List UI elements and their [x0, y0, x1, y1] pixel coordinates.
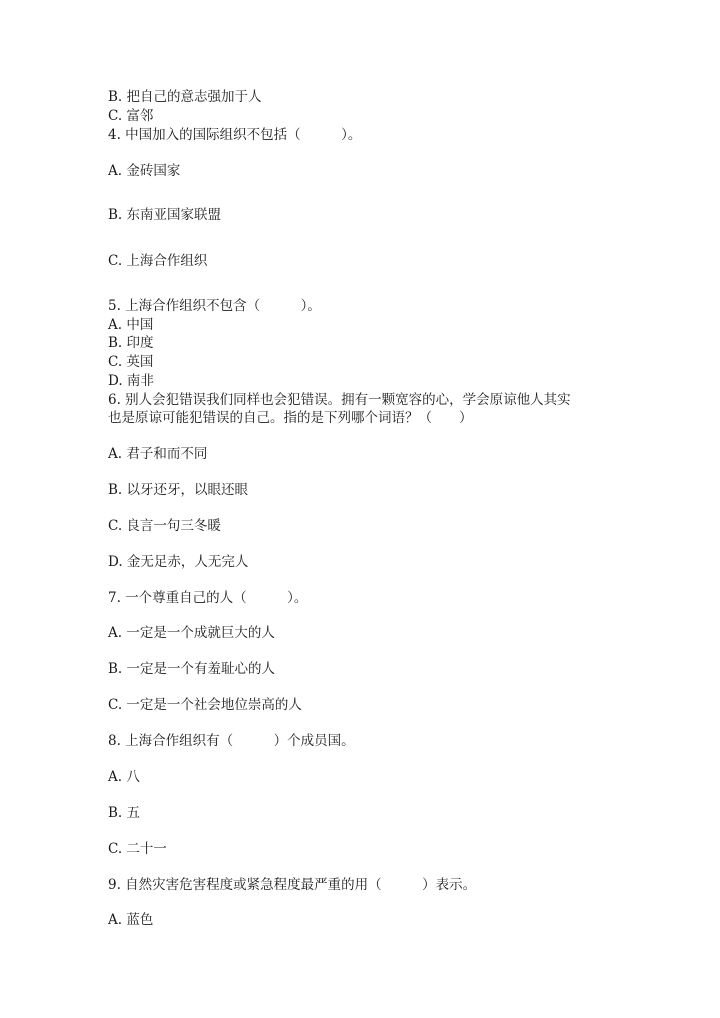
option-a-q8: A. 八 — [108, 769, 140, 785]
option-b-q5: B. 印度 — [108, 335, 154, 351]
option-c-q5: C. 英国 — [108, 354, 154, 370]
option-b-q7: B. 一定是一个有羞耻心的人 — [108, 661, 276, 677]
option-c-q4: C. 上海合作组织 — [108, 253, 208, 269]
option-b-q4: B. 东南亚国家联盟 — [108, 207, 222, 223]
question-5: 5. 上海合作组织不包含（ ）。 — [108, 298, 321, 314]
option-c-q6: C. 良言一句三冬暖 — [108, 518, 221, 534]
option-a-q7: A. 一定是一个成就巨大的人 — [108, 625, 275, 641]
question-6-line-2: 也是原谅可能犯错误的自己。指的是下列哪个词语？（ ） — [108, 410, 473, 426]
question-6-line-1: 6. 别人会犯错误我们同样也会犯错误。拥有一颗宽容的心，学会原谅他人其实 — [108, 392, 571, 408]
option-b-q8: B. 五 — [108, 805, 141, 821]
option-a-q6: A. 君子和而不同 — [108, 446, 208, 462]
option-a-q9: A. 蓝色 — [108, 912, 154, 928]
question-8: 8. 上海合作组织有（ ）个成员国。 — [108, 733, 355, 749]
option-a-q5: A. 中国 — [108, 317, 154, 333]
option-b-q3: B. 把自己的意志强加于人 — [108, 89, 262, 105]
option-c-q8: C. 二十一 — [108, 841, 167, 857]
option-c-q7: C. 一定是一个社会地位崇高的人 — [108, 697, 302, 713]
option-b-q6: B. 以牙还牙，以眼还眼 — [108, 482, 249, 498]
question-4: 4. 中国加入的国际组织不包括（ ）。 — [108, 127, 362, 143]
question-7: 7. 一个尊重自己的人（ ）。 — [108, 590, 308, 606]
option-d-q5: D. 南非 — [108, 373, 154, 389]
question-9: 9. 自然灾害危害程度或紧急程度最严重的用（ ）表示。 — [108, 877, 477, 893]
option-d-q6: D. 金无足赤，人无完人 — [108, 554, 249, 570]
option-a-q4: A. 金砖国家 — [108, 163, 181, 179]
option-c-q3: C. 富邻 — [108, 108, 154, 124]
